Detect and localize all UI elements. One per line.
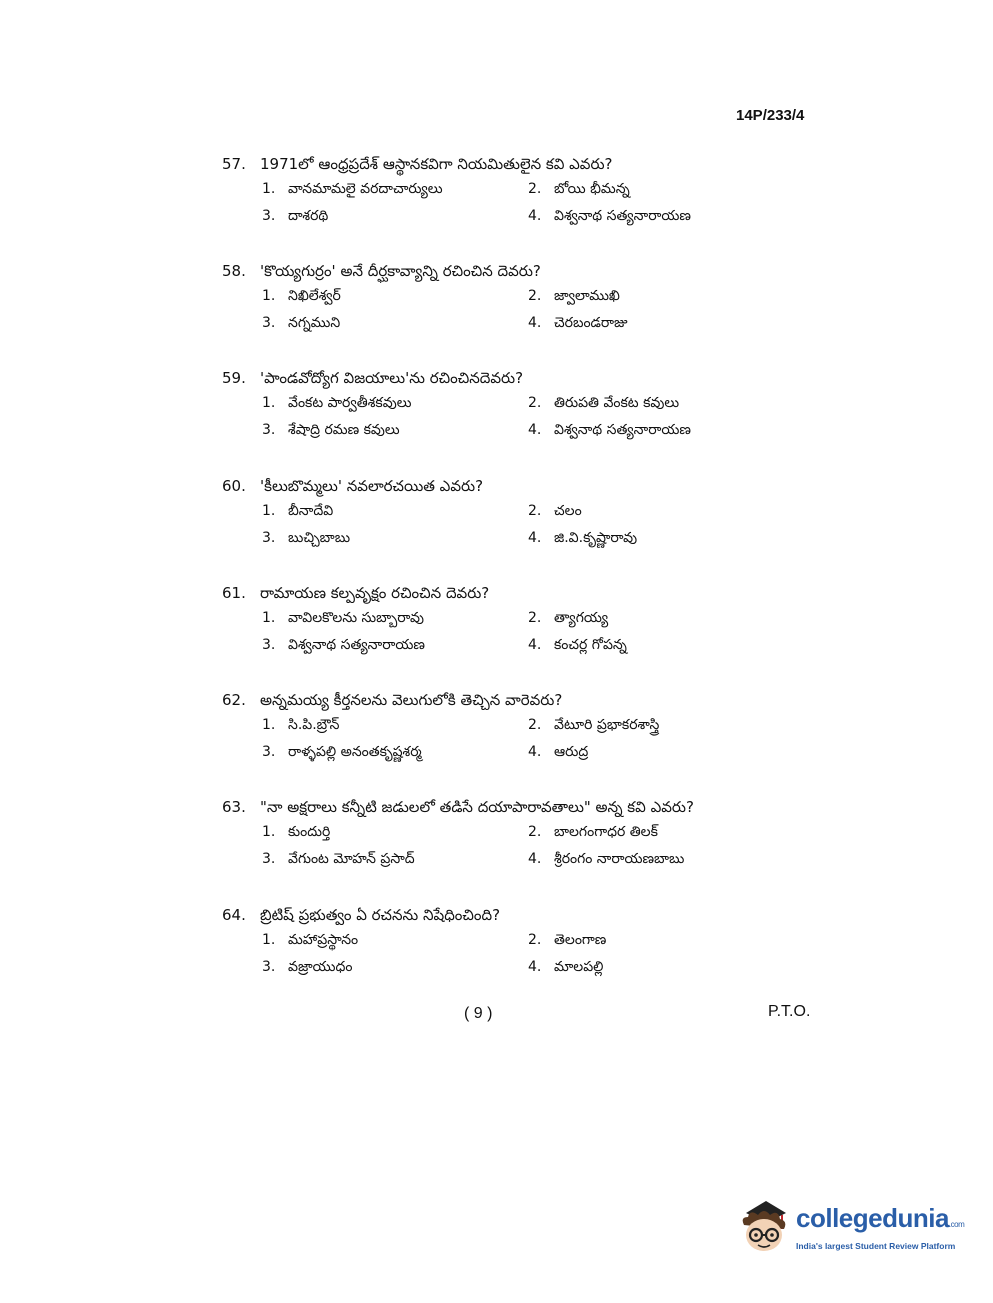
option-number: 3.: [262, 208, 276, 224]
option-text: మాలపల్లి: [554, 959, 604, 975]
option-3: [262, 417, 400, 444]
option-number: 2.: [528, 288, 542, 304]
option-number: 3.: [262, 315, 276, 331]
option-1: [262, 176, 443, 203]
option-3: [262, 954, 352, 981]
option-text: చలం: [554, 503, 582, 519]
option-number: 4.: [528, 744, 542, 760]
option-text: జి.వి.కృష్ణారావు: [554, 530, 638, 546]
option-2: [528, 176, 630, 203]
option-text: త్యాగయ్య: [554, 610, 609, 626]
option-row: [222, 739, 742, 766]
question-text: 'కొయ్యగుర్రం' అనే దీర్ఘకావ్యాన్ని రచించిన దెవరు?: [260, 262, 541, 280]
option-text: బోయి భీమన్న: [554, 181, 630, 197]
option-3: [262, 525, 350, 552]
option-number: 1.: [262, 288, 276, 304]
option-1: [262, 498, 333, 525]
option-number: 3.: [262, 422, 276, 438]
option-number: 3.: [262, 959, 276, 975]
option-4: [528, 203, 691, 230]
option-text: శేషాద్రి రమణ కవులు: [288, 422, 400, 438]
option-text: రాళ్ళపల్లి అనంతకృష్ణశర్మ: [288, 744, 422, 760]
question-number: 62.: [222, 691, 246, 709]
question-60: [222, 474, 742, 552]
question-58: [222, 259, 742, 337]
option-4: [528, 417, 691, 444]
question-57: [222, 152, 742, 230]
option-number: 4.: [528, 851, 542, 867]
option-number: 2.: [528, 395, 542, 411]
option-row: [222, 954, 742, 981]
question-line: [222, 474, 742, 498]
question-line: [222, 903, 742, 927]
option-4: [528, 310, 628, 337]
option-number: 3.: [262, 851, 276, 867]
option-4: [528, 525, 637, 552]
question-63: [222, 795, 742, 873]
option-row: [222, 525, 742, 552]
option-number: 4.: [528, 208, 542, 224]
option-number: 2.: [528, 932, 542, 948]
option-text: వేంకట పార్వతీశకవులు: [288, 395, 412, 411]
option-text: మహాప్రస్థానం: [288, 932, 359, 948]
brand-name: collegedunia.com: [796, 1203, 965, 1233]
option-text: వేటూరి ప్రభాకరశాస్త్రి: [554, 717, 660, 733]
question-line: [222, 152, 742, 176]
option-row: [222, 203, 742, 230]
option-3: [262, 739, 422, 766]
option-text: విశ్వనాథ సత్యనారాయణ: [554, 208, 691, 224]
option-text: తిరుపతి వేంకట కవులు: [554, 395, 680, 411]
option-number: 4.: [528, 959, 542, 975]
question-line: [222, 259, 742, 283]
option-text: చెరబండరాజు: [554, 315, 628, 331]
option-text: బుచ్చిబాబు: [288, 530, 351, 546]
option-text: విశ్వనాథ సత్యనారాయణ: [288, 637, 425, 653]
option-text: నగ్నముని: [288, 315, 341, 331]
option-number: 2.: [528, 824, 542, 840]
question-text: అన్నమయ్య కీర్తనలను వెలుగులోకి తెచ్చిన వారెవరు?: [260, 691, 563, 709]
option-number: 1.: [262, 932, 276, 948]
question-number: 57.: [222, 155, 246, 173]
question-text: 'కీలుబొమ్మలు' నవలారచయిత ఎవరు?: [260, 477, 484, 495]
option-text: జ్వాలాముఖి: [554, 288, 620, 304]
option-row: [222, 283, 742, 310]
option-text: కంచర్ల గోపన్న: [554, 637, 627, 653]
collegedunia-watermark: [736, 1195, 966, 1265]
option-1: [262, 390, 411, 417]
question-number: 60.: [222, 477, 246, 495]
page-number: ( 9 ): [464, 1005, 493, 1022]
option-4: [528, 632, 627, 659]
option-number: 2.: [528, 503, 542, 519]
option-row: [222, 819, 742, 846]
option-number: 4.: [528, 637, 542, 653]
option-text: ఆరుద్ర: [554, 744, 589, 760]
option-3: [262, 203, 328, 230]
option-number: 1.: [262, 824, 276, 840]
question-number: 63.: [222, 798, 246, 816]
option-number: 2.: [528, 717, 542, 733]
option-text: సి.పి.బ్రౌన్: [288, 717, 340, 733]
option-number: 2.: [528, 610, 542, 626]
option-2: [528, 605, 608, 632]
question-text: బ్రిటిష్ ప్రభుత్వం ఏ రచనను నిషేధించింది?: [260, 906, 501, 924]
option-text: తెలంగాణ: [554, 932, 607, 948]
option-text: వావిలకొలను సుబ్బారావు: [288, 610, 424, 626]
question-number: 64.: [222, 906, 246, 924]
question-62: [222, 688, 742, 766]
option-2: [528, 927, 606, 954]
option-1: [262, 605, 424, 632]
option-3: [262, 632, 425, 659]
option-row: [222, 310, 742, 337]
option-number: 3.: [262, 744, 276, 760]
option-2: [528, 390, 679, 417]
option-text: నిఖిలేశ్వర్: [288, 288, 341, 304]
question-61: [222, 581, 742, 659]
option-text: బీనాదేవి: [288, 503, 334, 519]
option-number: 1.: [262, 610, 276, 626]
option-row: [222, 927, 742, 954]
brand-tagline: India's largest Student Review Platform: [796, 1241, 956, 1251]
question-59: [222, 366, 742, 444]
option-text: వేగుంట మోహన్ ప్రసాద్: [288, 851, 415, 867]
question-text: "నా అక్షరాలు కన్నీటి జడులలో తడిసే దయాపారావతాలు" అన్న కవి ఎవరు?: [260, 798, 694, 816]
question-line: [222, 688, 742, 712]
question-text: రామాయణ కల్పవృక్షం రచించిన దెవరు?: [260, 584, 490, 602]
option-number: 4.: [528, 422, 542, 438]
question-line: [222, 366, 742, 390]
option-1: [262, 819, 330, 846]
option-row: [222, 632, 742, 659]
option-2: [528, 283, 620, 310]
option-number: 1.: [262, 717, 276, 733]
question-number: 58.: [222, 262, 246, 280]
option-text: శ్రీరంగం నారాయణబాబు: [554, 851, 685, 867]
paper-code: 14P/233/4: [736, 107, 805, 124]
option-row: [222, 846, 742, 873]
pto-label: P.T.O.: [768, 1003, 811, 1020]
option-number: 1.: [262, 503, 276, 519]
option-2: [528, 712, 659, 739]
option-number: 2.: [528, 181, 542, 197]
question-text: 'పాండవోద్యోగ విజయాలు'ను రచించినదెవరు?: [260, 369, 524, 387]
question-text: 1971లో ఆంధ్రప్రదేశ్ ఆస్థానకవిగా నియమితులైన కవి ఎవరు?: [260, 155, 613, 173]
option-number: 4.: [528, 530, 542, 546]
option-number: 3.: [262, 637, 276, 653]
option-number: 4.: [528, 315, 542, 331]
question-line: [222, 795, 742, 819]
question-number: 59.: [222, 369, 246, 387]
mascot-logo-icon: [736, 1195, 794, 1257]
option-number: 1.: [262, 395, 276, 411]
option-3: [262, 846, 415, 873]
option-row: [222, 417, 742, 444]
option-row: [222, 498, 742, 525]
option-text: వజ్రాయుధం: [288, 959, 353, 975]
question-line: [222, 581, 742, 605]
question-number: 61.: [222, 584, 246, 602]
option-1: [262, 927, 358, 954]
option-4: [528, 739, 588, 766]
option-1: [262, 712, 340, 739]
option-3: [262, 310, 340, 337]
option-1: [262, 283, 341, 310]
option-row: [222, 176, 742, 203]
option-text: బాలగంగాధర తిలక్: [554, 824, 658, 840]
option-number: 3.: [262, 530, 276, 546]
option-4: [528, 846, 684, 873]
option-row: [222, 605, 742, 632]
option-2: [528, 498, 582, 525]
question-64: [222, 903, 742, 981]
option-text: దాశరథి: [288, 208, 329, 224]
option-number: 1.: [262, 181, 276, 197]
option-text: వానమామలై వరదాచార్యులు: [288, 181, 443, 197]
option-text: కుందుర్తి: [288, 824, 331, 840]
option-row: [222, 390, 742, 417]
option-text: విశ్వనాథ సత్యనారాయణ: [554, 422, 691, 438]
option-row: [222, 712, 742, 739]
option-4: [528, 954, 603, 981]
option-2: [528, 819, 658, 846]
